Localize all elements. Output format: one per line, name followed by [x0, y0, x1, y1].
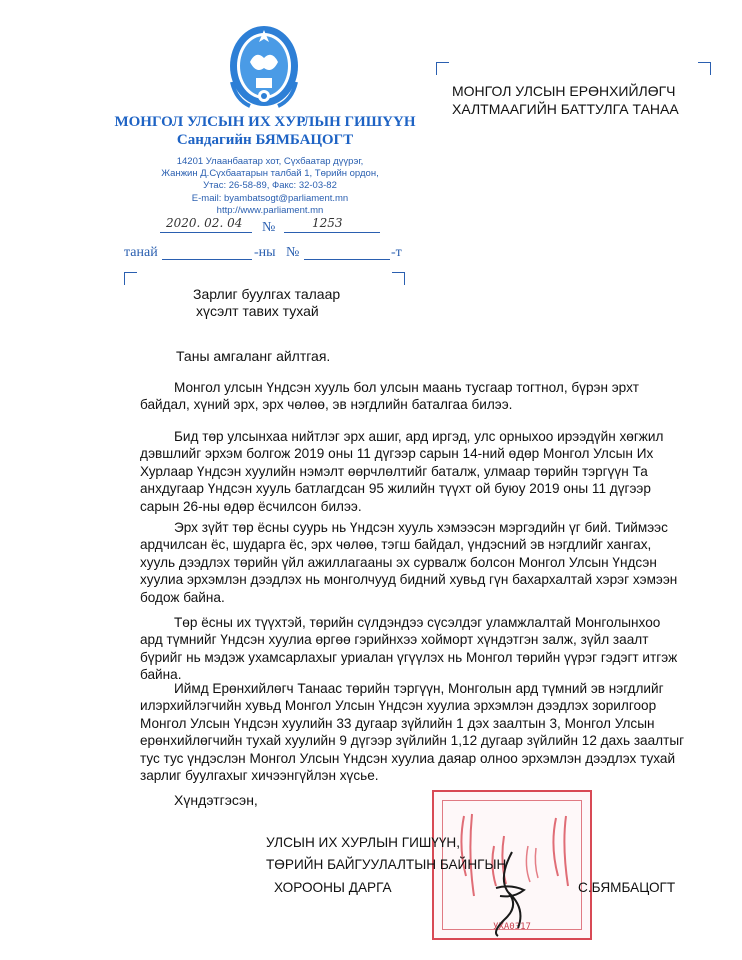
- greeting: Таны амгаланг айлтгая.: [176, 348, 331, 364]
- stamp-number: УХА0317: [493, 922, 531, 932]
- email-line[interactable]: E-mail: byambatsogt@parliament.mn: [191, 193, 349, 204]
- tanai-number-label: №: [286, 245, 300, 260]
- closing: Хүндэтгэсэн,: [174, 792, 258, 808]
- handwritten-number: 1253: [312, 216, 343, 230]
- t-label: -т: [391, 245, 402, 260]
- subject-bracket-tr: [392, 272, 405, 285]
- signatory-title-1: УЛСЫН ИХ ХУРЛЫН ГИШҮҮН,: [266, 835, 461, 850]
- body-paragraph-4: [140, 614, 685, 684]
- paragraph-2-text: Бид төр улсынхаа нийтлэг эрх ашиг, ард иргэд, улс орныхоо ирээдүйн хөгжил дэвшлийг эрхэм болгож 2019 оны 11 дүгээр сарын 14-ний өдөр Монгол Улсын Их Хурлаар Үндсэн хуулийн нэмэлт өөрчлөлтийг баталж, улмаар төрийн тэргүүн Та анхдугаар Үндсэн хууль батлагдсан 95 жилийн түүхт ой буюу 2019 оны 11 дүгээр сарын 26-ны өдөр ёсчилсон билээ.: [140, 429, 664, 514]
- body-paragraph-1: [140, 379, 685, 414]
- tanai-number-underline: [304, 245, 390, 260]
- address-line-1: 14201 Улаанбаатар хот, Сүхбаатар дүүрэг,: [176, 156, 364, 167]
- phone-fax: Утас: 26-58-89, Факс: 32-03-82: [203, 180, 337, 191]
- number-label: №: [262, 220, 276, 235]
- recipient-line-1: МОНГОЛ УЛСЫН ЕРӨНХИЙЛӨГЧ: [452, 83, 676, 99]
- recipient-bracket-tl: [436, 62, 449, 75]
- website-line[interactable]: http://www.parliament.mn: [216, 205, 324, 216]
- body-paragraph-2: [140, 428, 685, 515]
- subject-bracket-tl: [124, 272, 137, 285]
- signatory-title-2: ТӨРИЙН БАЙГУУЛАЛТЫН БАЙНГЫН: [266, 857, 507, 872]
- tanai-label: танай: [124, 245, 158, 260]
- handwritten-date: 2020. 02. 04: [166, 216, 243, 230]
- body-paragraph-5: [140, 680, 685, 784]
- paragraph-4-text: Төр ёсны их түүхтэй, төрийн сүлдэндээ сүсэлдэг уламжлалтай Монголынхоо ард түмнийг Үндсэн хуулиа өргөө гэрийнхээ хойморт хүндэтгэн залж, зүйл заалт бүрийг нь мэдэж ухамсарлахыг уриалан үгүүлэх нь Монгол төрийн үүрэг гэдэгт итгэж байна.: [140, 615, 678, 683]
- address-line-2: Жанжин Д.Сүхбаатарын талбай 1, Төрийн ордон,: [161, 168, 379, 179]
- paragraph-3-text: Эрх зүйт төр ёсны суурь нь Үндсэн хууль хэмээсэн мэргэдийн үг бий. Тиймээс ардчилсан ёс, шударга ёс, эрх чөлөө, тэгш байдал, үндэсний эв нэгдлийг хангах, хууль дээдлэх төрийн үйл ажиллагааны эх сурвалж болсон Монгол Улсын Үндсэн хуулиа эрхэмлэн дээдлэх нь монголчууд бидний хувьд гүн бахархалтай хэрэг хэмээн бодож байна.: [140, 520, 678, 605]
- state-emblem-icon: [226, 22, 302, 114]
- org-name: Сандагийн БЯМБАЦОГТ: [176, 132, 354, 148]
- recipient-line-2: ХАЛТМААГИЙН БАТТУЛГА ТАНАА: [452, 101, 679, 117]
- subject-line-2: хүсэлт тавих тухай: [196, 303, 319, 319]
- paragraph-5-text: Иймд Ерөнхийлөгч Танаас төрийн тэргүүн, Монголын ард түмний эв нэгдлийг илэрхийлэгчийн хувьд Монгол Улсын Үндсэн хуулиа эрхэмлэн дээдлэх зорилгоор Монгол Улсын Үндсэн хуулийн 33 дугаар зүйлийн 1 дэх заалтын 3, Монгол Улсын ерөнхийлөгчийн тухай хуулийн 9 дүгээр зүйлийн 1,12 дугаар зүйлийн 12 дахь заалтыг тус тус үндэслэн Монгол Улсын Үндсэн хуулиа даяар олноо эрхэмлэн дээдлэх тухай зарлиг буулгахыг хичээнгүйлэн хүсье.: [140, 681, 685, 784]
- ny-label: -ны: [254, 245, 276, 260]
- handwritten-signature-icon: [478, 848, 538, 938]
- signatory-name: С.БЯМБАЦОГТ: [578, 880, 676, 895]
- paragraph-1-text: Монгол улсын Үндсэн хууль бол улсын маань тусгаар тогтнол, бүрэн эрхт байдал, хүний эрх, эрх чөлөө, эв нэгдлийн баталгаа билээ.: [140, 380, 639, 413]
- body-paragraph-3: [140, 519, 685, 606]
- tanai-underline: [162, 245, 252, 260]
- signatory-title-3: ХОРООНЫ ДАРГА: [274, 880, 392, 895]
- recipient-bracket-tr: [698, 62, 711, 75]
- subject-line-1: Зарлиг буулгах талаар: [193, 286, 341, 302]
- org-title: МОНГОЛ УЛСЫН ИХ ХУРЛЫН ГИШҮҮН: [114, 114, 416, 130]
